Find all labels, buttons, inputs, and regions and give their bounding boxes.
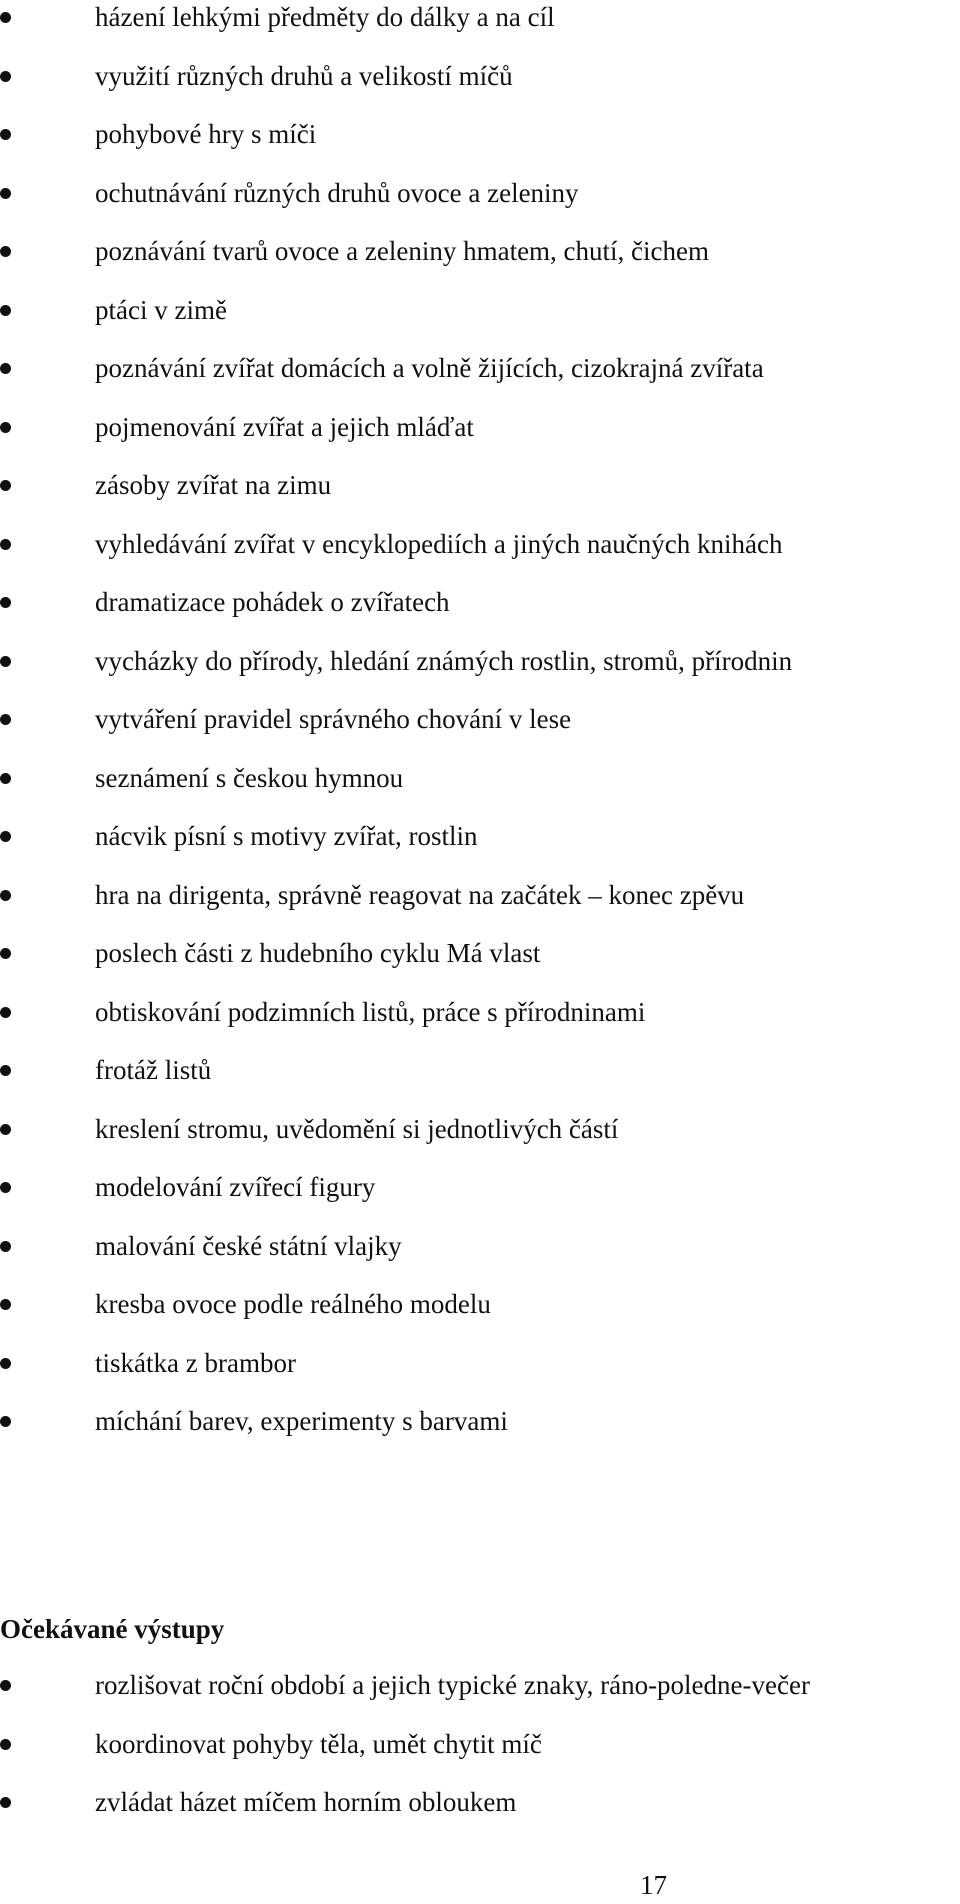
list-item	[0, 1785, 960, 1844]
list-item-text: seznámení s českou hymnou	[95, 762, 404, 793]
list-item-text: hra na dirigenta, správně reagovat na začátek – konec zpěvu	[95, 879, 745, 910]
bullet-icon	[0, 597, 11, 608]
list-item	[0, 1287, 960, 1346]
list-item-text: dramatizace pohádek o zvířatech	[95, 587, 450, 617]
list-item-text: obtiskování podzimních listů, práce s přírodninami	[95, 996, 646, 1027]
bullet-icon	[0, 890, 11, 901]
bullet-icon	[0, 129, 11, 140]
list-item	[0, 761, 960, 820]
list-item	[0, 59, 960, 118]
bullet-icon	[0, 422, 11, 433]
bullet-icon	[0, 714, 11, 725]
list-item	[0, 702, 960, 761]
list-item	[0, 819, 960, 878]
list-item	[0, 176, 960, 235]
bullet-icon	[0, 948, 11, 959]
list-item-text: házení lehkými předměty do dálky a na cíl	[95, 2, 555, 32]
list-item-text: kresba ovoce podle reálného modelu	[95, 1289, 491, 1319]
bullet-icon	[0, 305, 11, 316]
list-item-text: nácvik písní s motivy zvířat, rostlin	[95, 821, 478, 851]
list-item-text: pohybové hry s míči	[95, 119, 317, 149]
list-item-text: vycházky do přírody, hledání známých rostlin, stromů, přírodnin	[95, 645, 793, 676]
list-item-text: vytváření pravidel správného chování v lese	[95, 704, 572, 734]
list-item-text: modelování zvířecí figury	[95, 1172, 376, 1202]
bullet-icon	[0, 1797, 11, 1808]
page-number: 17	[640, 1870, 667, 1900]
list-item-text: využití různých druhů a velikostí míčů	[95, 60, 513, 91]
list-item-text: ochutnávání různých druhů ovoce a zeleniny	[95, 177, 579, 208]
list-item-text: rozlišovat roční období a jejich typické znaky, ráno-poledne-večer	[95, 1670, 810, 1700]
bullet-icon	[0, 1065, 11, 1076]
list-item	[0, 468, 960, 527]
list-item-text: ptáci v zimě	[95, 294, 227, 325]
list-item-text: zvládat házet míčem horním obloukem	[95, 1787, 517, 1817]
list-item-text: zásoby zvířat na zimu	[95, 470, 332, 500]
list-item	[0, 936, 960, 995]
bullet-icon	[0, 831, 11, 842]
list-item	[0, 1346, 960, 1405]
list-item	[0, 644, 960, 703]
list-item	[0, 878, 960, 937]
bullet-icon	[0, 1299, 11, 1310]
list-item	[0, 527, 960, 586]
bullet-icon	[0, 1182, 11, 1193]
bullet-icon	[0, 773, 11, 784]
list-item	[0, 1668, 960, 1727]
list-item-text: poznávání tvarů ovoce a zeleniny hmatem, chutí, čichem	[95, 236, 709, 266]
list-item	[0, 293, 960, 352]
list-item-text: poslech části z hudebního cyklu Má vlast	[95, 938, 541, 968]
list-item	[0, 410, 960, 469]
list-item-text: kreslení stromu, uvědomění si jednotlivých částí	[95, 1113, 619, 1144]
list-item	[0, 1727, 960, 1786]
list-item	[0, 1170, 960, 1229]
bullet-icon	[0, 539, 11, 550]
bullet-icon	[0, 12, 11, 23]
bullet-icon	[0, 1416, 11, 1427]
list-item-text: míchání barev, experimenty s barvami	[95, 1406, 508, 1436]
list-item	[0, 585, 960, 644]
list-item-text: malování české státní vlajky	[95, 1230, 402, 1261]
bullet-icon	[0, 188, 11, 199]
list-item-text: poznávání zvířat domácích a volně žijících, cizokrajná zvířata	[95, 353, 764, 383]
bullet-icon	[0, 1007, 11, 1018]
bullet-icon	[0, 1739, 11, 1750]
list-item-text: vyhledávání zvířat v encyklopediích a jiných naučných knihách	[95, 528, 783, 559]
bullet-icon	[0, 1680, 11, 1691]
list-item	[0, 1404, 960, 1463]
list-item	[0, 234, 960, 293]
section-heading: Očekávané výstupy	[0, 1614, 225, 1644]
list-item-text: pojmenování zvířat a jejich mláďat	[95, 411, 474, 442]
list-item	[0, 1229, 960, 1288]
bullet-icon	[0, 656, 11, 667]
bullet-icon	[0, 480, 11, 491]
list-item	[0, 1112, 960, 1171]
list-item-text: tiskátka z brambor	[95, 1347, 296, 1378]
bullet-icon	[0, 1124, 11, 1135]
bullet-icon	[0, 71, 11, 82]
list-item-text: koordinovat pohyby těla, umět chytit míč	[95, 1728, 542, 1759]
list-item	[0, 0, 960, 59]
list-item	[0, 351, 960, 410]
outcomes-list	[0, 1668, 960, 1844]
bullet-icon	[0, 1241, 11, 1252]
list-item	[0, 1053, 960, 1112]
list-item	[0, 995, 960, 1054]
bullet-icon	[0, 246, 11, 257]
bullet-icon	[0, 1358, 11, 1369]
bullet-icon	[0, 363, 11, 374]
list-item-text: frotáž listů	[95, 1055, 212, 1085]
list-item	[0, 117, 960, 176]
